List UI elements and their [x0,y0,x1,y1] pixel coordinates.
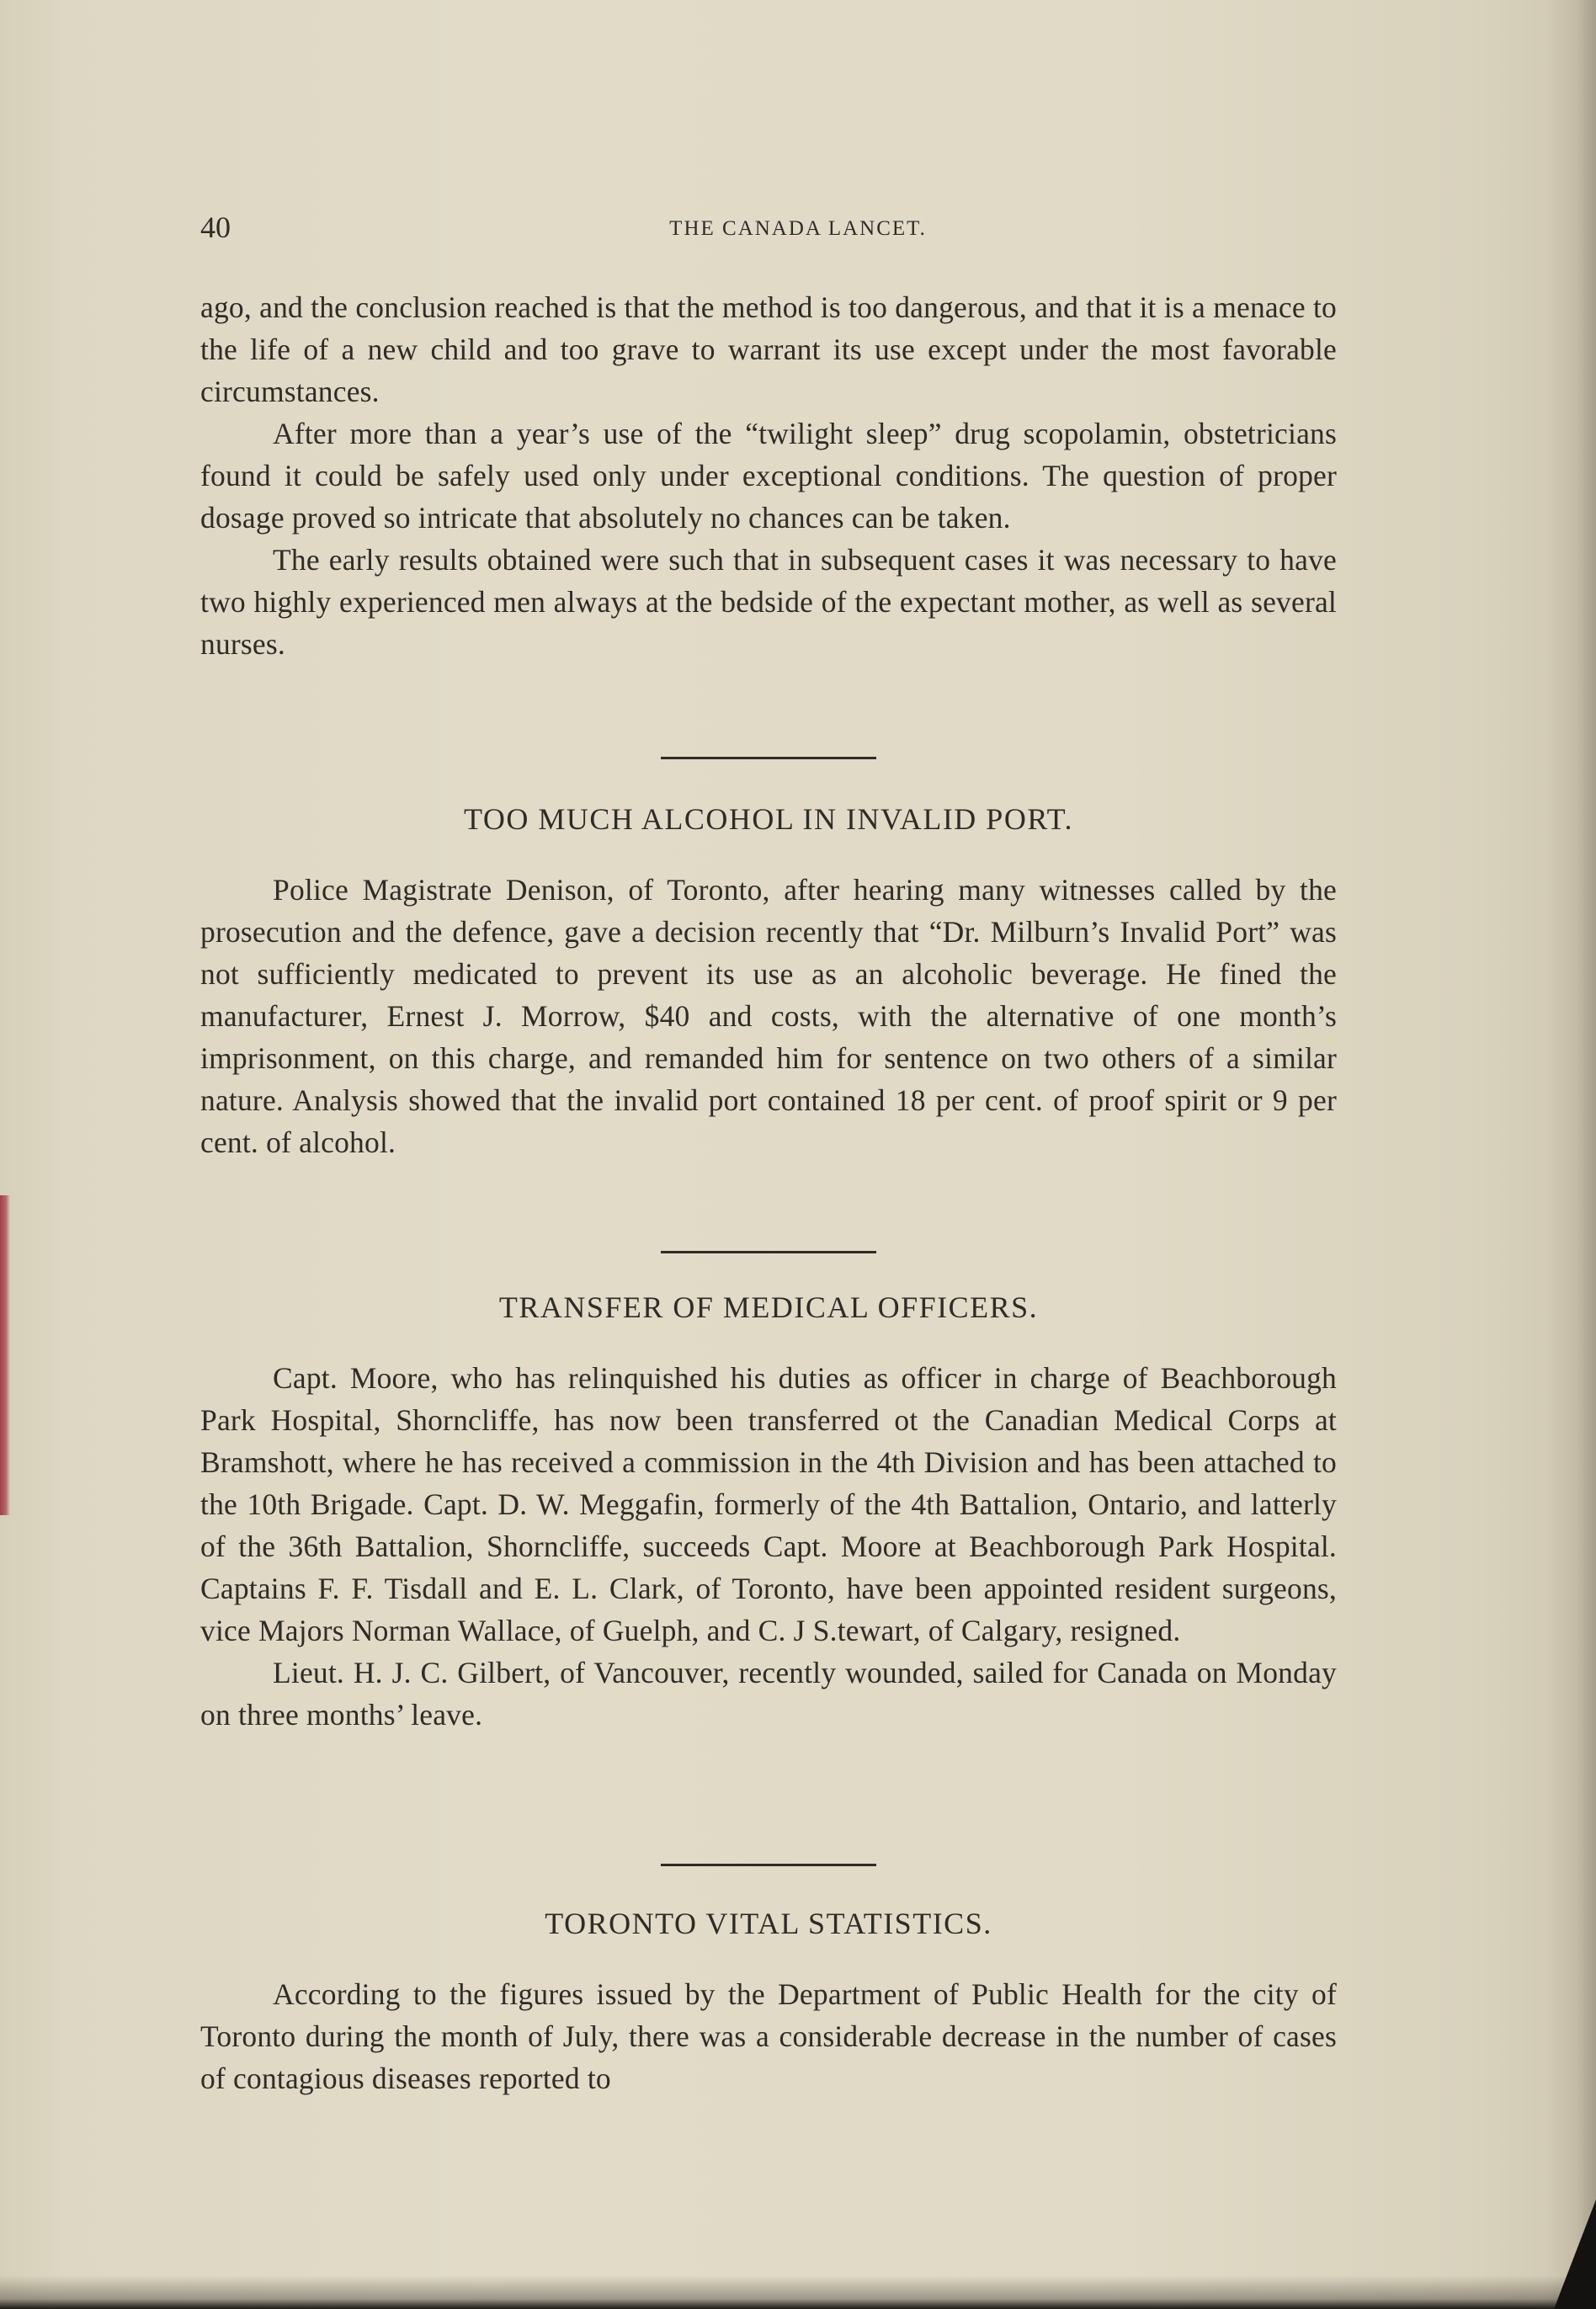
journal-title: THE CANADA LANCET. [669,217,927,240]
binding-edge [0,1195,10,1515]
paragraph: ago, and the conclusion reached is that the method is too dangerous, and that it is a menace to the life of a new child and too grave to warrant its use except under the most favorable circumstances. [200,290,1337,408]
article-body [200,1973,1337,2099]
paragraph: Capt. Moore, who has relinquished his duties as officer in charge of Beachborough Park Hospital, Shorncliffe, has now been transferred ot the Canadian Medical Corps at Bramshott, where he has received a commission in the 4th Division and has been attached to the 10th Brigade. Capt. D. W. Meggafin, formerly of the 4th Battalion, Ontario, and latterly of the 36th Battalion, Shorncliffe, succeeds Capt. Moore at Beachborough Park Hospital. Captains F. F. Tisdall and E. L. Clark, of Toronto, have been appointed resident surgeons, vice Majors Norman Wallace, of Guelph, and C. J S.tewart, of Calgary, resigned. [200,1361,1337,1647]
page-corner [1554,2200,1596,2309]
article-heading: TRANSFER OF MEDICAL OFFICERS. [498,1290,1039,1324]
section-divider [661,1251,876,1253]
paragraph: The early results obtained were such that in subsequent cases it was necessary to have two highly experienced men always at the bedside of the expectant mother, as well as several nurses. [200,543,1337,661]
paragraph: Lieut. H. J. C. Gilbert, of Vancouver, recently wounded, sailed for Canada on Monday on three months’ leave. [200,1656,1337,1732]
article-heading: TORONTO VITAL STATISTICS. [545,1907,992,1940]
article-heading: TOO MUCH ALCOHOL IN INVALID PORT. [463,802,1073,836]
section-divider [661,1864,876,1866]
page-curl-shadow [1545,0,1596,2309]
running-head [200,210,1337,244]
page-bottom-shadow [0,2275,1596,2309]
paragraph: According to the figures issued by the Department of Public Health for the city of Toronto during the month of July, there was a considerable decrease in the number of cases of contagious diseases reported to [200,1977,1337,2095]
article-body [200,1357,1337,1736]
article-body [200,869,1337,1163]
page-number: 40 [200,210,231,244]
paragraph: Police Magistrate Denison, of Toronto, after hearing many witnesses called by the prosecution and the defence, gave a decision recently that “Dr. Milburn’s Invalid Port” was not sufficiently medicated to prevent its use as an alcoholic beverage. He fined the manufacturer, Ernest J. Morrow, $40 and costs, with the alternative of one month’s imprisonment, on this charge, and remanded him for sentence on two others of a similar nature. Analysis showed that the invalid port contained 18 per cent. of proof spirit or 9 per cent. of alcohol. [200,873,1337,1159]
section-divider [661,757,876,759]
continuation-text [200,286,1337,665]
paragraph: After more than a year’s use of the “twilight sleep” drug scopolamin, obstetricians found it could be safely used only under exceptional conditions. The question of proper dosage proved so intricate that absolutely no chances can be taken. [200,417,1337,535]
